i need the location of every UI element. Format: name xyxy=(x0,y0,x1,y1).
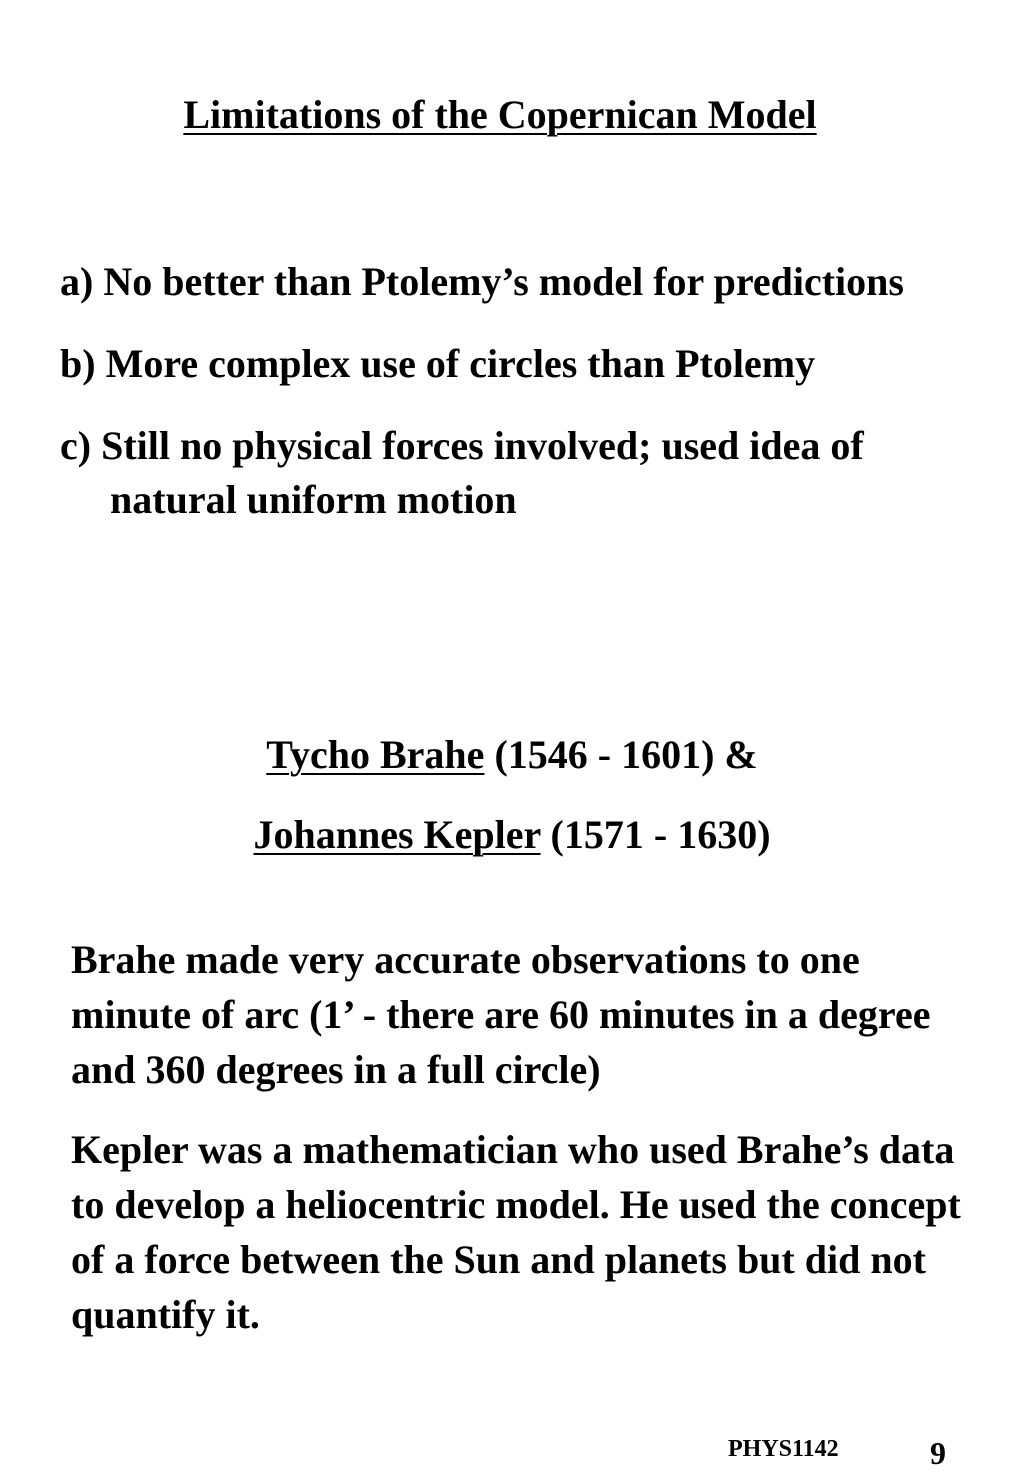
item-label: c) xyxy=(60,423,92,468)
list-item xyxy=(60,337,960,391)
person-heading-brahe xyxy=(0,730,1024,780)
list-item xyxy=(60,419,960,527)
item-label: a) xyxy=(60,259,94,304)
person-dates: (1571 - 1630) xyxy=(550,812,771,857)
list-item xyxy=(60,255,960,309)
person-dates: (1546 - 1601) & xyxy=(494,732,758,777)
person-name: Johannes Kepler xyxy=(253,812,541,857)
person-name: Tycho Brahe xyxy=(266,732,485,777)
item-text: No better than Ptolemy’s model for predictions xyxy=(103,259,904,304)
kepler-paragraph: Kepler was a mathematician who used Brahe’s data to develop a heliocentric model. He used the concept of a force between the Sun and planets but did not quantify it. xyxy=(71,1127,961,1337)
item-text: Still no physical forces involved; used idea of natural uniform motion xyxy=(101,423,864,522)
course-code: PHYS1142 xyxy=(728,1436,839,1462)
item-label: b) xyxy=(60,341,96,386)
person-heading-kepler xyxy=(0,810,1024,860)
limitations-list xyxy=(60,255,960,555)
brahe-paragraph: Brahe made very accurate observations to one minute of arc (1’ - there are 60 minutes in a degree and 360 degrees in a full circle) xyxy=(71,937,931,1092)
item-text: More complex use of circles than Ptolemy xyxy=(105,341,816,386)
page-number: 9 xyxy=(930,1435,946,1471)
page-title: Limitations of the Copernican Model xyxy=(183,92,817,137)
